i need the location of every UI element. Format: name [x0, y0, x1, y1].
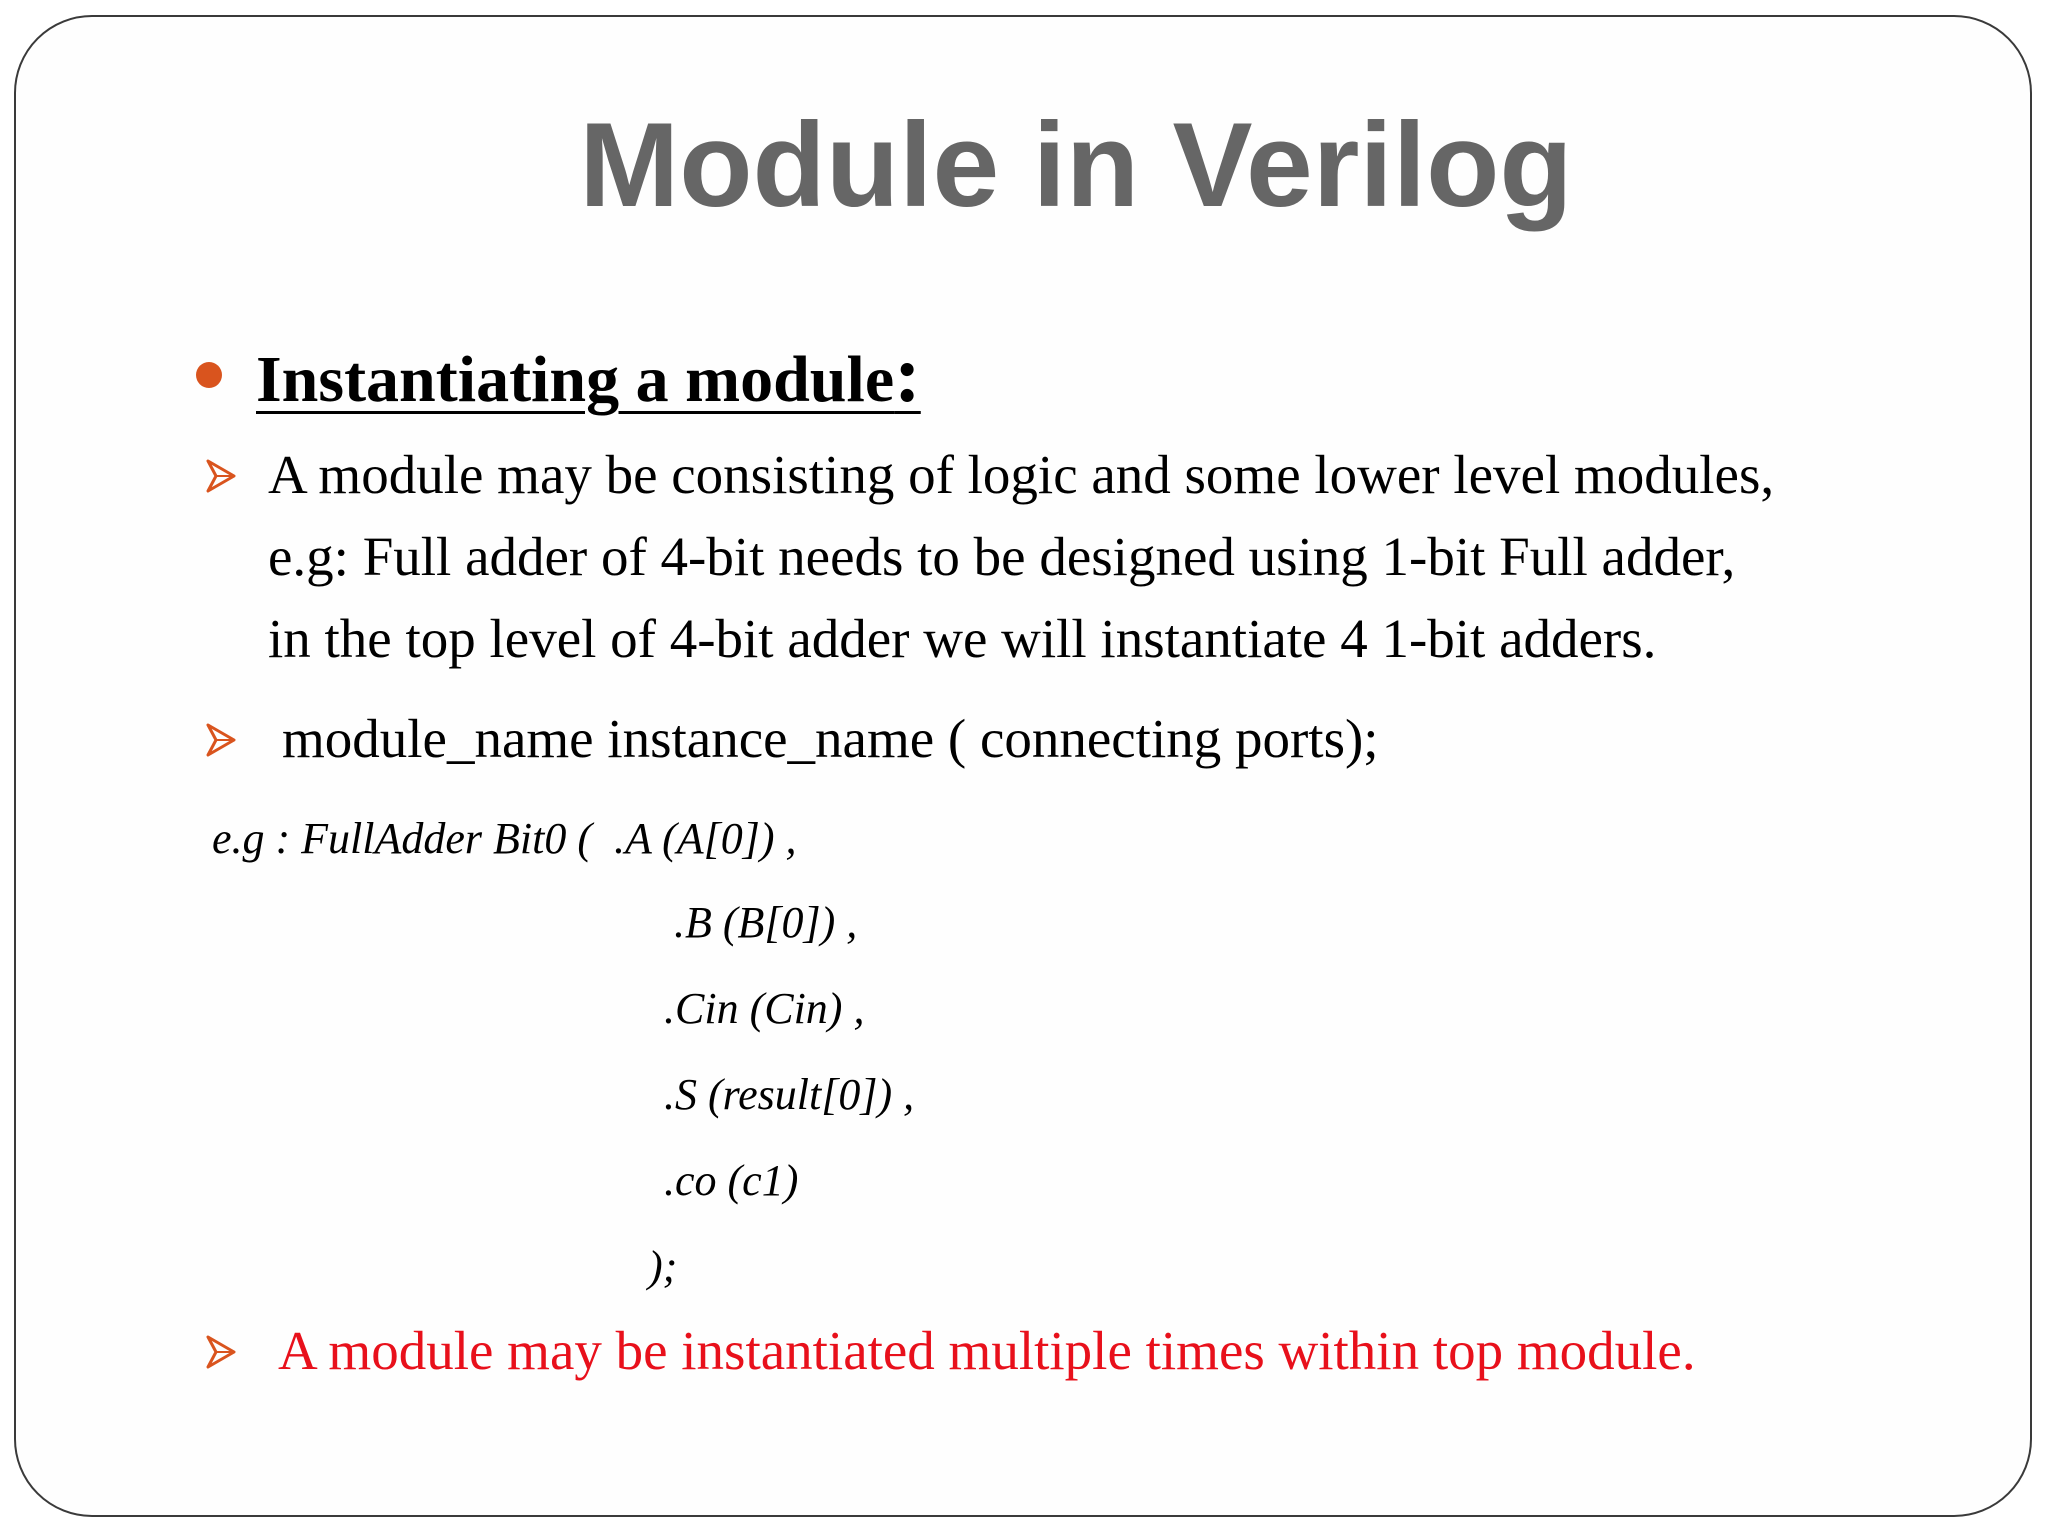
syntax-text: module_name instance_name ( connecting ports); [282, 708, 1379, 769]
section-heading-text: Instantiating a module [256, 343, 895, 416]
circle-bullet-icon [196, 362, 222, 388]
heading-row [196, 331, 921, 419]
arrow-bullet-icon [206, 459, 236, 493]
slide-title: Module in Verilog [579, 98, 1573, 232]
section-heading-colon: : [894, 331, 921, 419]
code-line-2: .B (B[0]) , [674, 898, 858, 947]
bullet-text-line-2: e.g: Full adder of 4-bit needs to be designed using 1-bit Full adder, [268, 526, 1736, 587]
section-heading [256, 331, 921, 419]
slide-frame [14, 15, 2032, 1517]
code-line-6: ); [648, 1242, 678, 1291]
bullet-text-line-3: in the top level of 4-bit adder we will instantiate 4 1-bit adders. [268, 608, 1657, 669]
arrow-bullet-icon [206, 1335, 236, 1369]
code-line-5: .co (c1) [664, 1156, 799, 1205]
code-line-1: e.g : FullAdder Bit0 ( .A (A[0]) , [212, 814, 797, 863]
note-text: A module may be instantiated multiple times within top module. [278, 1320, 1696, 1381]
code-line-4: .S (result[0]) , [664, 1070, 915, 1119]
bullet-text-line-1: A module may be consisting of logic and some lower level modules, [268, 444, 1775, 505]
arrow-bullet-icon [206, 723, 236, 757]
code-line-3: .Cin (Cin) , [664, 984, 865, 1033]
